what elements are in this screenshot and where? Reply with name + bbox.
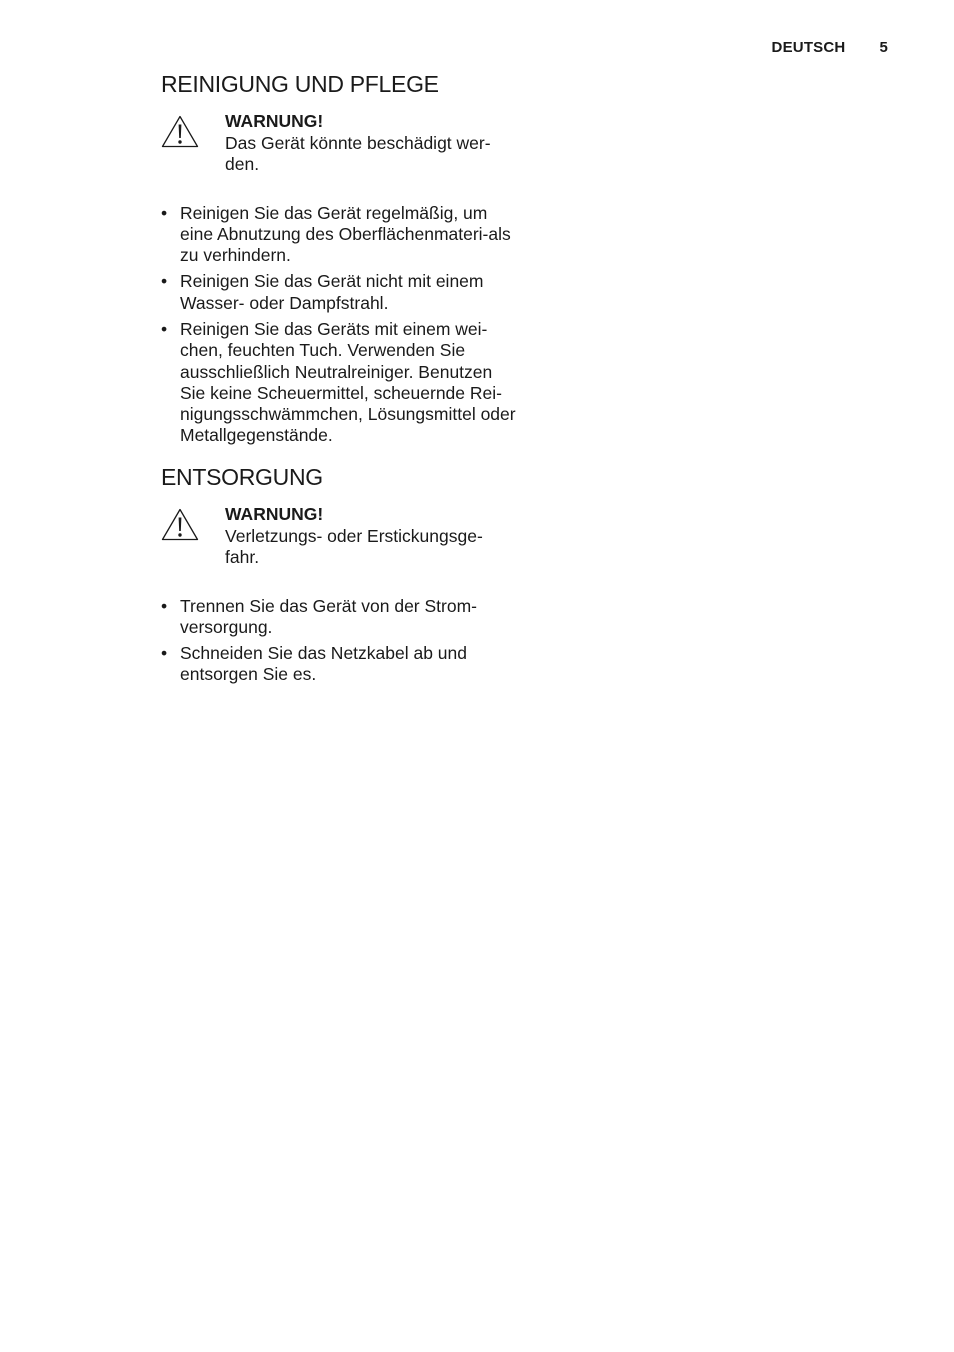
warning-triangle-icon bbox=[161, 508, 199, 541]
warning-box bbox=[161, 504, 521, 569]
section-title: ENTSORGUNG bbox=[161, 464, 323, 490]
list-item: • Reinigen Sie das Geräts mit einem wei-chen, feuchten Tuch. Verwenden Sie ausschließlich Neutralreiniger. Benutzen Sie keine Scheuermittel, scheuernde Rei-nigungsschwämmchen, Lösungsmittel oder Metallgegenstände. bbox=[161, 319, 521, 447]
bullet-list bbox=[161, 596, 521, 686]
header-language: DEUTSCH bbox=[771, 39, 846, 56]
bullet-list bbox=[161, 203, 521, 447]
section-disposal bbox=[161, 463, 521, 691]
warning-label: WARNUNG! bbox=[225, 111, 324, 131]
page-number: 5 bbox=[879, 39, 888, 56]
section-cleaning-care bbox=[161, 70, 521, 452]
list-item: • Reinigen Sie das Gerät nicht mit einem Wasser- oder Dampfstrahl. bbox=[161, 271, 521, 314]
warning-text: Verletzungs- oder Erstickungsge-fahr. bbox=[225, 525, 483, 567]
list-item: • Reinigen Sie das Gerät regelmäßig, um eine Abnutzung des Oberflächenmateri-als zu verhindern. bbox=[161, 203, 521, 267]
warning-text: Das Gerät könnte beschädigt wer-den. bbox=[225, 132, 491, 174]
warning-box bbox=[161, 111, 521, 176]
list-item: • Trennen Sie das Gerät von der Strom-versorgung. bbox=[161, 596, 521, 639]
warning-label: WARNUNG! bbox=[225, 504, 324, 524]
page-header bbox=[772, 39, 888, 56]
list-item: • Schneiden Sie das Netzkabel ab und entsorgen Sie es. bbox=[161, 643, 521, 686]
section-title: REINIGUNG UND PFLEGE bbox=[161, 71, 439, 97]
warning-triangle-icon bbox=[161, 115, 199, 148]
